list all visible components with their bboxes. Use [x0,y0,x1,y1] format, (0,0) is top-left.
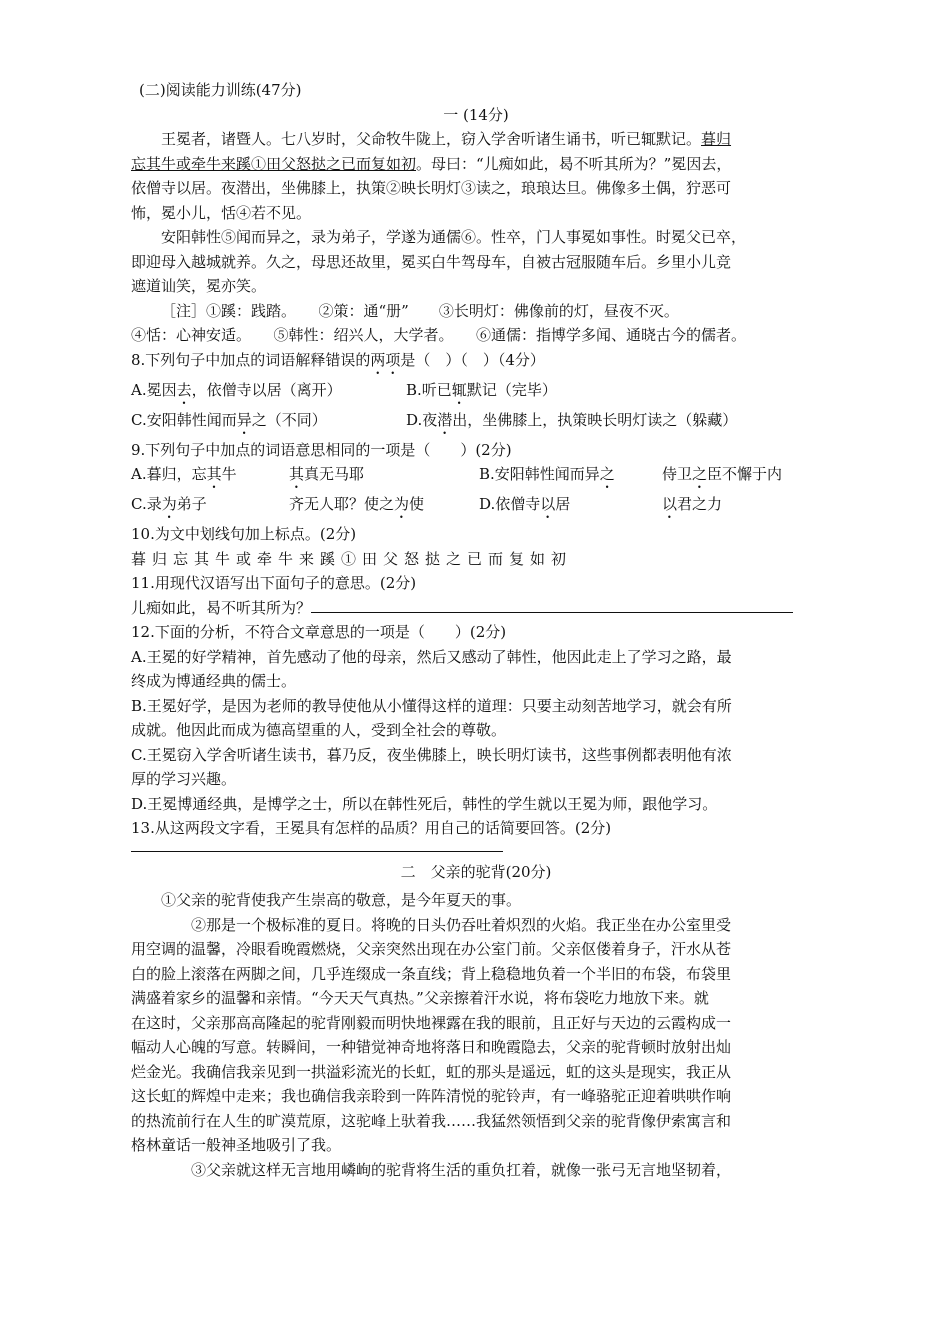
passage2-title: 二 父亲的驼背(20分) [400,862,552,881]
q10-unpunctuated-text: 暮归忘其牛或牵牛来蹊①田父怒挞之已而复如初 [131,549,573,568]
passage1-notes: ［注］①蹊：践踏。 ②策：通“册” ③长明灯：佛像前的灯，昼夜不灭。 ④恬：心神安适。 ⑤韩性：绍兴人，大学者。 ⑥通儒：指博学多闻、通晓古今的儒者。 [131,301,747,344]
q8-option-d: D.夜潜出，坐佛膝上，执策映长明灯读之（躲藏） [406,410,738,429]
document-page [131,78,821,1182]
question-11: 11.用现代汉语写出下面句子的意思。(2分) 儿痴如此，曷不听其所为？ [131,571,821,620]
q8-option-c: C.安阳韩性闻而异之（不同） [131,410,327,429]
q11-answer-line[interactable] [311,596,793,613]
passage1-title: 一 (14分) [443,105,509,124]
question-9: 9.下列句子中加点的词语意思相同的一项是（ ）(2分) A.暮归，忘其牛 其真无马耶 B.安阳韩性闻而异之 侍卫之臣不懈于内 C.录为弟子 齐无人耶？使之为使 D.依僧寺以居 以君之力 [131,438,821,523]
passage2-body: ①父亲的驼背使我产生崇高的敬意，是今年夏天的事。 ②那是一个极标准的夏日。将晚的日头仍吞吐着炽烈的火焰。我正坐在办公室里受 用空调的温馨，冷眼看晚霞燃烧，父亲突然出现在办公室门前。父亲伛偻着身子，汗水从苍 白的脸上滚落在两脚之间，几乎连缀成一条直线；背上稳稳地负着一个半旧的布袋，布袋里 满盛着家乡的温馨和亲情。“今天天气真热。”父亲擦着汗水说，将布袋吃力地放下来。就 在这时，父亲那高高隆起的驼背刚毅而明快地裸露在我的眼前，且正好与天边的云霞构成一 幅动人心魄的写意。转瞬间，一种错觉神奇地将落日和晚霞隐去，父亲的驼背顿时放射出灿 烂金光。我确信我亲见到一拱溢彩流光的长虹，虹的那头是遥远，虹的这头是现实，我正从 这长虹的辉煌中走来；我也确信我亲聆到一阵阵清悦的驼铃声，有一峰骆驼正迎着哄哄作响 的热流前行在人生的旷漠荒原，这驼峰上驮着我……我猛然领悟到父亲的驼背像伊索寓言和 格林童话一般神圣地吸引了我。 ③父亲就这样无言地用嶙峋的驼背将生活的重负扛着，就像一张弓无言地坚韧着， [131,891,732,1179]
question-13: 13.从这两段文字看，王冕具有怎样的品质？用自己的话简要回答。(2分) [131,816,821,852]
q9-option-d-2: 以君之力 [662,495,723,513]
q12-option-a: A.王冕的好学精神，首先感动了他的母亲，然后又感动了韩性，他因此走上了学习之路，最 [131,647,732,666]
q12-option-d: D.王冕博通经典，是博学之士，所以在韩性死后，韩性的学生就以王冕为师，跟他学习。 [131,794,718,813]
q8-option-a: A.冕因去，依僧寺以居（离开） [131,380,342,399]
underlined-sentence-part2: 忘其牛或牵牛来蹊①田父怒挞之已而复如初 [131,154,417,173]
q9-option-d-1: D.依僧寺以居 [479,495,571,513]
passage1-paragraph2: 安阳韩性⑤闻而异之，录为弟子，学遂为通儒⑥。性卒，门人事冕如事性。时冕父已卒， 即迎母入越城就养。久之，母思还故里，冕买白牛驾母车，自被古冠服随车后。乡里小儿竞 遮道讪笑，冕亦笑。 [131,228,747,295]
section-header: (二)阅读能力训练(47分) [139,81,302,99]
q9-option-c-2: 齐无人耶？使之为使 [289,495,425,513]
passage1-paragraph1: 王冕者，诸暨人。七八岁时，父命牧牛陇上，窃入学舍听诸生诵书，听已辄默记。暮归 忘其牛或牵牛来蹊①田父怒挞之已而复如初。母曰：“儿痴如此，曷不听其所为？”冕因去， 依僧寺以居。夜潜出，坐佛膝上，执策②映长明灯③读之，琅琅达旦。佛像多土偶，狞恶可 怖，冕小儿，恬④若不见。 [131,130,732,222]
question-10: 10.为文中划线句加上标点。(2分) 暮归忘其牛或牵牛来蹊①田父怒挞之已而复如初 [131,522,821,571]
q9-option-a-1: A.暮归，忘其牛 [131,465,237,483]
q12-option-b: B.王冕好学，是因为老师的教导使他从小懂得这样的道理：只要主动刻苦地学习，就会有所 [131,696,732,715]
q9-option-b-1: B.安阳韩性闻而异之 [479,465,615,483]
q13-answer-line[interactable] [131,851,503,852]
q8-option-b: B.听已辄默记（完毕） [406,380,557,399]
q12-option-c: C.王冕窃入学舍听诸生读书，暮乃反，夜坐佛膝上，映长明灯读书，这些事例都表明他有浓 [131,745,732,764]
question-12: 12.下面的分析，不符合文章意思的一项是（ ）(2分) A.王冕的好学精神，首先感动了他的母亲，然后又感动了韩性，他因此走上了学习之路，最 终成为博通经典的儒士。 B.王冕好学，是因为老师的教导使他从小懂得这样的道理：只要主动刻苦地学习，就会有所 成就。他因此而成为德高望重的人，受到全社会的尊敬。 C.王冕窃入学舍听诸生读书，暮乃反，夜坐佛膝上，映长明灯读书，这些事例都表明他有浓 厚的学习兴趣。 D.王冕博通经典，是博学之士，所以在韩性死后，韩性的学生就以王冕为师，跟他学习。 [131,620,821,816]
q9-option-c-1: C.录为弟子 [131,495,207,513]
question-8: 8.下列句子中加点的词语解释错误的两项是（ ）（ ）（4分） A.冕因去，依僧寺以居（离开） B.听已辄默记（完毕） C.安阳韩性闻而异之（不同） D.夜潜出，坐佛膝上，执策映长明灯读之（躲藏） [131,348,821,438]
underlined-sentence-part1: 暮归 [701,130,732,148]
q9-option-b-2: 侍卫之臣不懈于内 [662,465,783,483]
q9-option-a-2: 其真无马耶 [289,465,365,483]
